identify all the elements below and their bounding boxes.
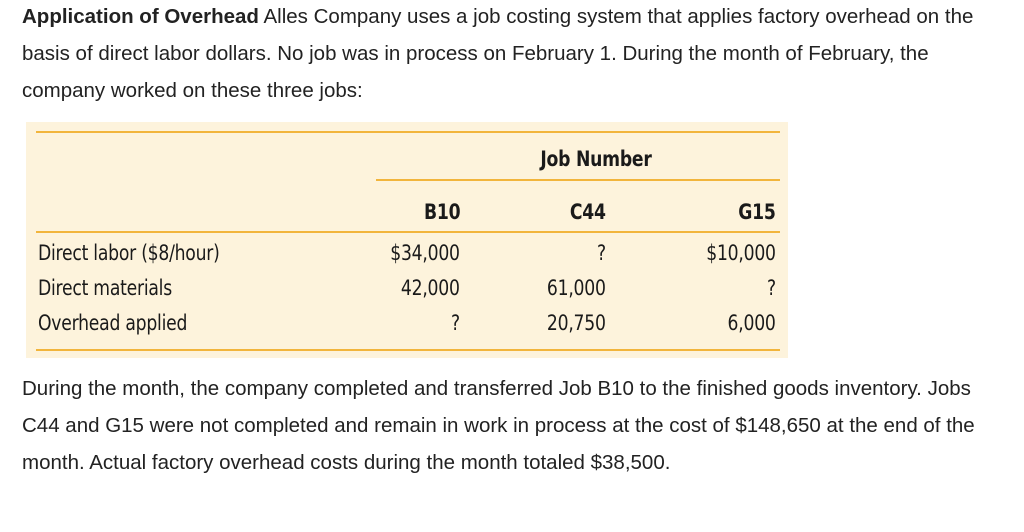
table-top-rule [36,131,780,133]
job-number-rule [376,179,780,181]
column-header-b10: B10 [423,200,460,224]
problem-heading: Application of Overhead [22,5,259,28]
cell-direct-labor-g15: $10,000 [706,241,776,265]
table-bottom-rule [36,349,780,351]
cell-direct-materials-b10: 42,000 [401,276,460,300]
column-header-c44: C44 [570,200,606,224]
job-cost-table [26,122,788,358]
cell-direct-labor-c44: ? [597,241,606,265]
cell-overhead-c44: 20,750 [547,311,606,335]
cell-overhead-b10: ? [451,311,460,335]
cell-overhead-g15: 6,000 [727,311,776,335]
cell-direct-labor-b10: $34,000 [390,241,460,265]
intro-text: Alles Company uses a job costing system that applies factory overhead on the basis of direct labor dollars. No job was in process on February 1. During the month of February, the company worked on these three jobs: [22,5,974,102]
row-label-direct-materials: Direct materials [38,276,172,300]
cell-direct-materials-c44: 61,000 [547,276,606,300]
intro-paragraph [22,0,1012,109]
row-label-overhead-applied: Overhead applied [38,311,188,335]
column-header-g15: G15 [738,200,776,224]
closing-paragraph: During the month, the company completed and transferred Job B10 to the finished goods inventory. Jobs C44 and G15 were not completed and remain in work in process at the cost of $148,650 at the end of the month. Actual factory overhead costs during the month totaled $38,500. [22,377,975,474]
job-number-header: Job Number [540,147,652,171]
cell-direct-materials-g15: ? [767,276,776,300]
row-label-direct-labor: Direct labor ($8/hour) [38,241,220,265]
header-rule [36,231,780,233]
